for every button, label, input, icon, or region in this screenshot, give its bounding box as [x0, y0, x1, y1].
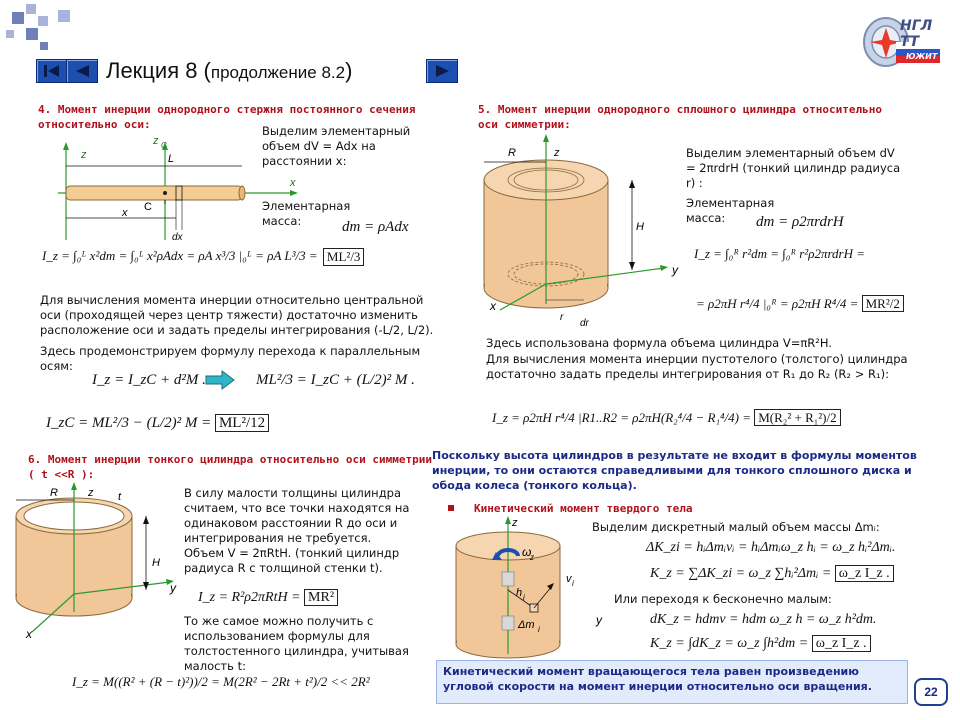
- mass-element-subscript: i: [538, 625, 540, 634]
- dr-label: dr: [580, 318, 589, 329]
- height-H-label: H: [636, 221, 644, 233]
- axis-x-label: x: [290, 177, 296, 189]
- axis-zc-label: z: [153, 135, 159, 147]
- page-number: 22: [914, 678, 948, 706]
- distance-h-subscript: i: [523, 593, 525, 602]
- decor-square: [38, 16, 48, 26]
- thickness-t-label: t: [118, 491, 122, 503]
- next-arrow-icon: [427, 60, 457, 82]
- kinetic-moment-heading: Кинетический момент твердого тела: [474, 502, 693, 515]
- section4-central-axis-text: Для вычисления момента инерции относительно центральной оси (проходящей через центр тяжести) достаточно изменить расположение оси и задать пределы интегрирования (-L/2, L/2).: [40, 293, 434, 337]
- height-H-label: H: [152, 557, 160, 569]
- axis-y-label: y: [170, 581, 176, 595]
- dx-label: dx: [172, 232, 183, 243]
- decor-square: [58, 10, 70, 22]
- heights-note: Поскольку высота цилиндров в результате не входит в формулы моментов инерции, то они остаются справедливыми для тонкого сплошного диска и обода колеса (тонкого кольца).: [432, 449, 917, 492]
- velocity-subscript: i: [572, 579, 574, 588]
- section4-steiner-formula: I_z = I_zC + d²M .: [92, 372, 206, 388]
- section5-hollow-cylinder-text: Для вычисления момента инерции пустотелого (толстого) цилиндра достаточно задать пределы интегрирования от R₁ до R₂ (R₂ > R₁):: [486, 352, 908, 381]
- implies-arrow-icon: [204, 370, 236, 390]
- distance-x-label: x: [122, 207, 128, 219]
- kinetic-result-box-1: ω_z I_z .: [835, 565, 894, 582]
- previous-slide-button[interactable]: [66, 59, 98, 83]
- omega-label: ω: [522, 545, 532, 559]
- section4-element-volume-text: Выделим элементарный объем dV = Adx на расстоянии x:: [262, 124, 411, 168]
- section4-steiner-formula-2: ML²/3 = I_zC + (L/2)² M .: [256, 372, 415, 388]
- next-slide-button[interactable]: [426, 59, 458, 83]
- axis-x-label: x: [26, 627, 32, 641]
- section6-thin-wall-text: В силу малости толщины цилиндра считаем, что все точки находятся на одинаковом расстоянии R до оси и интегрирования не требуется. Объем V = 2πRtH. (тонкий цилиндр радиуса R с толщиной стенки t).: [184, 486, 410, 575]
- conclusion-box: Кинетический момент вращающегося тела равен произведению угловой скорости на момент инерции относительно оси вращения.: [436, 660, 908, 704]
- radius-R-label: R: [508, 147, 516, 159]
- kinetic-formula-1: ΔK_zi = hᵢΔmᵢvᵢ = hᵢΔmᵢω_z hᵢ = ω_z hᵢ²Δmᵢ.: [646, 540, 896, 555]
- radius-r-label: r: [560, 312, 564, 323]
- institute-logo: [860, 12, 942, 70]
- section5-hollow-formula: I_z = ρ2πH r⁴/4 |R1..R2 = ρ2πH(R₂⁴/4 − R₁⁴/4) = M(R₂² + R₁²)/2: [492, 410, 841, 426]
- axis-z-label: z: [81, 149, 87, 161]
- rod-diagram: [40, 130, 296, 250]
- decor-square: [26, 28, 38, 40]
- axis-y-label: y: [672, 263, 678, 277]
- section4-mass-formula: dm = ρAdx: [342, 219, 409, 235]
- section6-result-box: MR²: [304, 589, 338, 606]
- section6-heading: 6. Момент инерции тонкого цилиндра относительно оси симметрии ( t <<R ):: [28, 453, 432, 481]
- distance-h-label: h: [516, 587, 523, 599]
- decor-square: [6, 30, 14, 38]
- section5-integral-formula: I_z = ∫₀ᴿ r²dm = ∫₀ᴿ r²ρ2πrdrH =: [694, 246, 866, 261]
- solid-cylinder-diagram: [474, 134, 678, 330]
- section5-heading: 5. Момент инерции однородного сплошного цилиндра относительно оси симметрии:: [478, 103, 882, 131]
- section4-izc-formula: I_zC = ML²/3 − (L/2)² M = ML²/12: [46, 415, 269, 432]
- rod-length-label: L: [168, 153, 175, 165]
- axis-z-label: z: [88, 487, 94, 499]
- section5-mass-formula: dm = ρ2πrdrH: [756, 214, 844, 230]
- section4-element-mass-label: Элементарная масса:: [262, 199, 351, 228]
- axis-z-label: z: [554, 147, 560, 159]
- section5-volume-note: Здесь использована формула объема цилиндра V=πR²H.: [486, 336, 832, 350]
- decor-square: [12, 12, 24, 24]
- section5-hollow-result-box: M(R₂² + R₁²)/2: [754, 409, 840, 426]
- axis-z-label: z: [512, 517, 518, 529]
- section4-parallel-axis-text: Здесь продемонстрируем формулу перехода к параллельным осям:: [40, 344, 421, 373]
- section4-heading: 4. Момент инерции однородного стержня постоянного сечения относительно оси:: [38, 103, 416, 131]
- section5-integral-formula-2: = ρ2πH r⁴/4 |₀ᴿ = ρ2πH R⁴/4 = MR²/2: [696, 296, 904, 312]
- radius-R-label: R: [50, 487, 58, 499]
- section4-result-box: ML²/3: [323, 248, 365, 266]
- kinetic-discrete-text: Выделим дискретный малый объем массы Δmᵢ:: [592, 520, 880, 534]
- section4-integral-formula: I_z = ∫₀ᴸ x²dm = ∫₀ᴸ x²ρAdx = ρA x³/3 |₀ᴸ = ρA L³/3 = ML²/3: [42, 248, 366, 266]
- decor-square: [26, 4, 36, 14]
- section5-element-volume-text: Выделим элементарный объем dV = 2πrdrH (тонкий цилиндр радиуса r) :: [686, 146, 901, 190]
- thin-cylinder-diagram: [10, 482, 196, 642]
- section6-thick-wall-text: То же самое можно получить с использованием формулы для толстостенного цилиндра, учитывая малость t:: [184, 614, 409, 673]
- axis-y-label: y: [596, 613, 602, 627]
- center-c-label: C: [144, 201, 152, 213]
- mass-element-label: Δm: [518, 619, 535, 631]
- first-slide-button[interactable]: [36, 59, 68, 83]
- logo-text: НГЛ ТТ: [900, 18, 933, 50]
- section6-thick-formula: I_z = M((R² + (R − t)²))/2 = M(2R² − 2Rt + t²)/2 << 2R²: [72, 674, 370, 689]
- kinetic-result-box-2: ω_z I_z .: [812, 635, 871, 652]
- axis-zc-subscript: C: [161, 141, 167, 150]
- kinetic-formula-4: K_z = ∫dK_z = ω_z ∫h²dm = ω_z I_z .: [650, 636, 871, 652]
- velocity-label: v: [566, 573, 572, 585]
- kinetic-formula-3: dK_z = hdmv = hdm ω_z h = ω_z h²dm.: [650, 612, 877, 627]
- first-slide-icon: [37, 60, 67, 82]
- kinetic-formula-2: K_z = ∑ΔK_zi = ω_z ∑hᵢ²Δmᵢ = ω_z I_z .: [650, 566, 894, 582]
- axis-x-label: x: [490, 299, 496, 313]
- logo-subtext: ЮЖИТ: [906, 52, 938, 61]
- section5-result-box: MR²/2: [862, 295, 904, 312]
- section6-formula: I_z = R²ρ2πRtH = MR²: [198, 590, 338, 606]
- bullet-icon: [448, 505, 454, 511]
- page-title: Лекция 8 (продолжение 8.2): [106, 58, 353, 83]
- decor-square: [40, 42, 48, 50]
- previous-arrow-icon: [67, 60, 97, 82]
- section5-element-mass-label: Элементарная масса:: [686, 196, 775, 225]
- omega-subscript: z: [530, 553, 534, 562]
- kinetic-infinitesimal-text: Или переходя к бесконечно малым:: [614, 592, 832, 606]
- kinetic-moment-diagram: [446, 516, 616, 656]
- section4-izc-result-box: ML²/12: [215, 414, 269, 432]
